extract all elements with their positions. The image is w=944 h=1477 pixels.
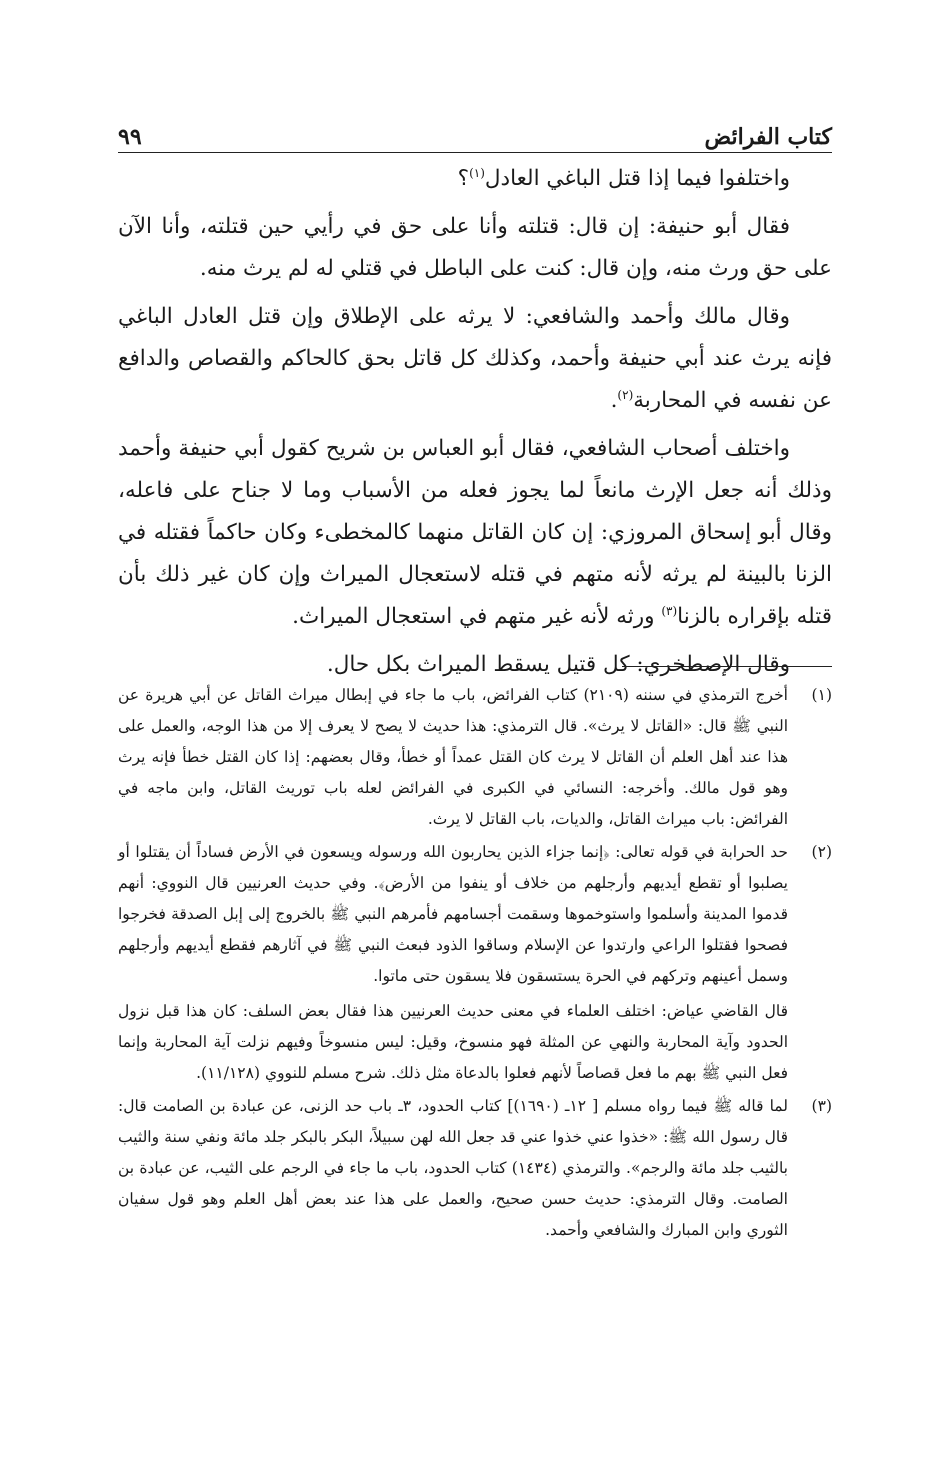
footnote-paragraph: لما قاله ﷺ فيما رواه مسلم [ ١٢ـ (١٦٩٠)] كتاب الحدود، ٣ـ باب حد الزنى، عن عبادة بن الصامت قال: قال رسول الله ﷺ: «خذوا عني خذوا عني قد جعل الله لهن سبيلاً، البكر بالبكر جلد مائة ونفي سنة والثيب بالثيب جلد مائة والرجم». والترمذي (١٤٣٤) كتاب الحدود، باب ما جاء في الرجم على الثيب، عن عبادة بن الصامت. وقال الترمذي: حديث حسن صحيح، والعمل على هذا عند بعض أهل العلم وهو قول سفيان الثوري وابن المبارك والشافعي وأحمد. (118, 1097, 788, 1239)
footnote-text (118, 680, 788, 835)
footnote-number: (٣) (811, 1097, 832, 1115)
paragraph-5: وقال الإصطخري: كل قتيل يسقط الميراث بكل حال. (326, 652, 790, 677)
paragraph-tail: . (610, 388, 618, 413)
footnote-ref: (١) (469, 165, 485, 180)
page-header (118, 118, 832, 153)
footnote-2 (118, 837, 832, 1089)
footnote-paragraph: قال القاضي عياض: اختلف العلماء في معنى حديث العرنيين هذا فقال بعض السلف: كان هذا قبل نزول الحدود وآية المحاربة والنهي عن المثلة فهو منسوخ، وقيل: ليس منسوخاً وفيهم نزلت آية المحاربة وإنما فعل النبي ﷺ بهم ما فعل قصاصاً لأنهم فعلوا بالدعاة مثل ذلك. شرح مسلم للنووي (١١/١٢٨). (118, 1002, 788, 1082)
footnote-paragraph: أخرج الترمذي في سننه (٢١٠٩) كتاب الفرائض، باب ما جاء في إبطال ميراث القاتل عن أبي هريرة عن النبي ﷺ قال: «القاتل لا يرث». قال الترمذي: هذا حديث لا يصح لا يعرف إلا من هذا الوجه، والعمل على هذا عند أهل العلم أن القاتل لا يرث كان القتل عمداً أو خطأ، وقال بعضهم: إذا كان القتل خطأ فإنه يرث وهو قول مالك. وأخرجه: النسائي في الكبرى في الفرائض لعله باب توريث القاتل، وابن ماجه في الفرائض: باب ميراث القاتل، والديات، باب القاتل لا يرث. (118, 686, 788, 828)
footnote-1 (118, 680, 832, 835)
footnote-number: (١) (811, 686, 832, 704)
footnote-number: (٢) (811, 843, 832, 861)
paragraph-4 (118, 428, 832, 638)
footnote-text (118, 1091, 788, 1246)
paragraph-tail: ورثه لأنه غير متهم في استعجال الميراث. (292, 604, 662, 629)
footnote-3 (118, 1091, 832, 1246)
page-number: ٩٩ (118, 124, 142, 150)
footnote-text (118, 837, 788, 1089)
footnote-paragraph: حد الحرابة في قوله تعالى: ﴿إنما جزاء الذين يحاربون الله ورسوله ويسعون في الأرض فساداً أن يقتلوا أو يصلبوا أو تقطع أيديهم وأرجلهم من خلاف أو ينفوا من الأرض﴾. وفي حديث العرنيين قال النووي: أنهم قدموا المدينة وأسلموا واستوخموها وسقمت أجسامهم فأمرهم النبي ﷺ بالخروج إلى إبل الصدقة فخرجوا فصحوا فقتلوا الراعي وارتدوا عن الإسلام وساقوا الذود فبعث النبي ﷺ في آثارهم فقطع أيديهم وأرجلهم وسمل أعينهم وتركهم في الحرة يستسقون فلا يسقون حتى ماتوا. (118, 843, 788, 985)
main-text (118, 158, 832, 692)
paragraph-1 (118, 158, 832, 200)
paragraph-tail: ؟ (457, 166, 470, 191)
paragraph-text: وقال مالك وأحمد والشافعي: لا يرثه على الإطلاق وإن قتل العادل الباغي فإنه يرث عند أبي حنيفة وأحمد، وكذلك كل قاتل بحق كالحاكم والقصاص والدافع عن نفسه في المحاربة (118, 304, 832, 413)
paragraph-text: واختلفوا فيما إذا قتل الباغي العادل (484, 166, 790, 191)
paragraph-2: فقال أبو حنيفة: إن قال: قتلته وأنا على حق في رأيي حين قتلته، وأنا الآن على حق ورث منه، وإن قال: كنت على الباطل في قتلي له لم يرث منه. (118, 214, 832, 281)
footnote-ref: (٣) (661, 603, 678, 618)
footnote-ref: (٢) (617, 387, 634, 402)
footnote-separator (622, 666, 832, 667)
paragraph-text: واختلف أصحاب الشافعي، فقال أبو العباس بن شريح كقول أبي حنيفة وأحمد وذلك أنه جعل الإرث مانعاً لما يجوز فعله من الأسباب وما لا جناح على فاعله، وقال أبو إسحاق المروزي: إن كان القاتل منهما كالمخطىء وكان حاكماً فقتله في الزنا بالبينة لم يرثه لأنه متهم في قتله لاستعجال الميراث وإن كان غير ذلك بأن قتله بإقراره بالزنا (118, 436, 832, 629)
footnotes (118, 680, 832, 1248)
paragraph-3 (118, 296, 832, 422)
running-title: كتاب الفرائض (704, 124, 832, 150)
